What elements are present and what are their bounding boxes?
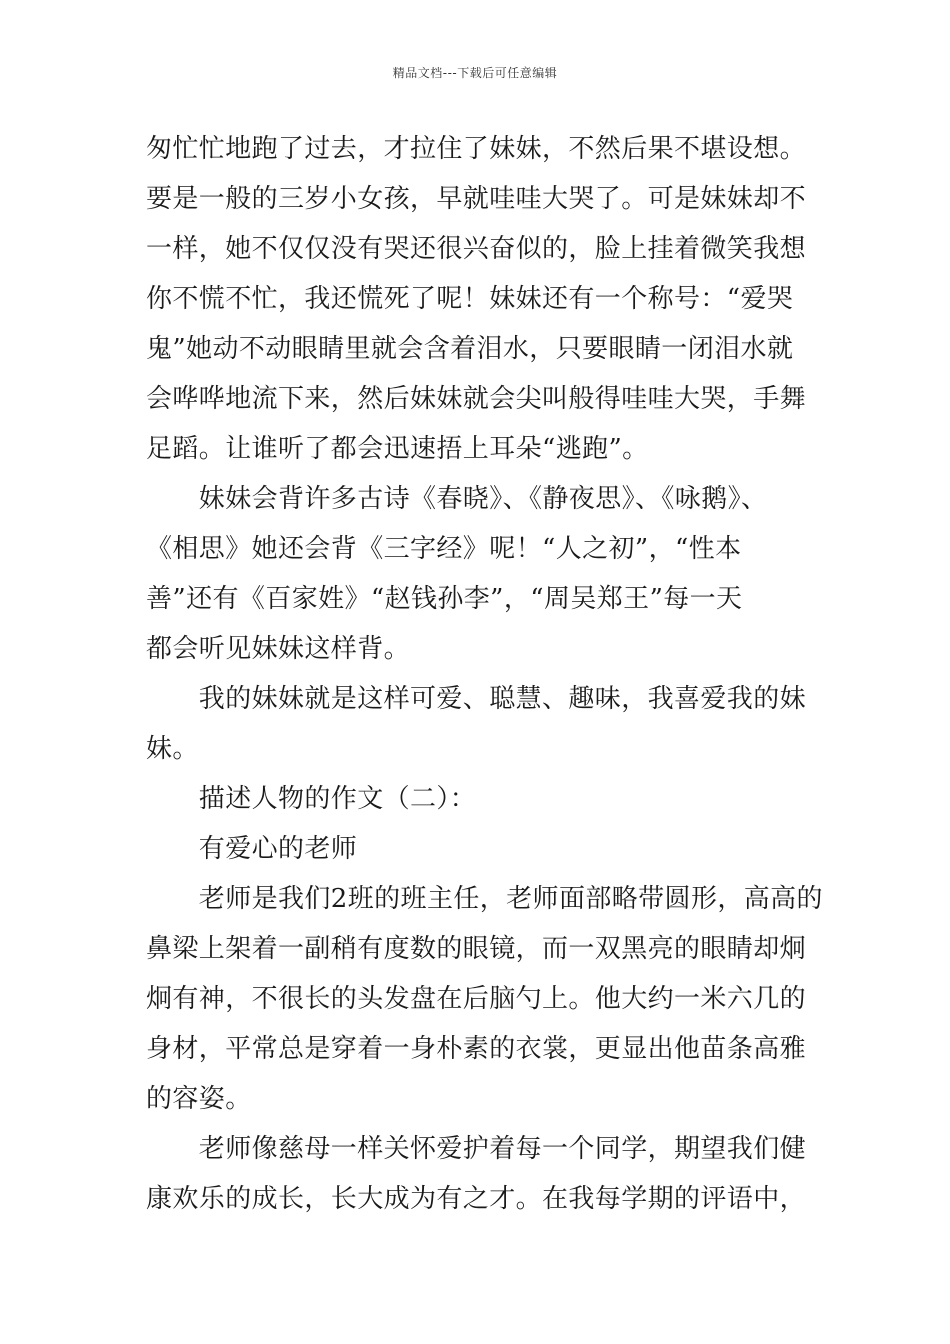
text-line: 《相思》她还会背《三字经》呢！“人之初”，“性本 (146, 534, 742, 564)
essay-title: 有爱心的老师 (146, 834, 358, 864)
text-line: 足蹈。让谁听了都会迅速捂上耳朵“逃跑”。 (146, 434, 649, 464)
text-line: 一样，她不仅仅没有哭还很兴奋似的，脸上挂着微笑我想 (146, 234, 807, 264)
text-line: 的容姿。 (146, 1084, 252, 1114)
text-line: 身材，平常总是穿着一身朴素的衣裳，更显出他苗条高雅 (146, 1034, 807, 1064)
text-line: 炯有神，不很长的头发盘在后脑勺上。他大约一米六几的 (146, 984, 807, 1014)
text-line: 善”还有《百家姓》“赵钱孙李”，“周吴郑王”每一天 (146, 584, 743, 614)
text-line: 康欢乐的成长，长大成为有之才。在我每学期的评语中， (146, 1184, 807, 1214)
text-line: 妹。 (146, 734, 199, 764)
text-line: 老师是我们2班的班主任，老师面部略带圆形，高高的 (146, 884, 823, 914)
text-line: 你不慌不忙，我还慌死了呢！妹妹还有一个称号：“爱哭 (146, 284, 794, 314)
section-heading: 描述人物的作文（二）： (146, 784, 477, 814)
text-line: 老师像慈母一样关怀爱护着每一个同学，期望我们健 (146, 1134, 807, 1164)
text-line: 鼻梁上架着一副稍有度数的眼镜，而一双黑亮的眼睛却炯 (146, 934, 807, 964)
text-line: 鬼”她动不动眼睛里就会含着泪水，只要眼睛一闭泪水就 (146, 334, 794, 364)
text-line: 匆忙忙地跑了过去，才拉住了妹妹，不然后果不堪设想。 (146, 134, 807, 164)
text-line: 会哗哗地流下来，然后妹妹就会尖叫般得哇哇大哭，手舞 (146, 384, 807, 414)
text-line: 要是一般的三岁小女孩，早就哇哇大哭了。可是妹妹却不 (146, 184, 807, 214)
text-line: 我的妹妹就是这样可爱、聪慧、趣味，我喜爱我的妹 (146, 684, 807, 714)
text-line: 都会听见妹妹这样背。 (146, 634, 411, 664)
page-header: 精品文档---下载后可任意编辑 (392, 66, 558, 80)
text-line: 妹妹会背许多古诗《春晓》、《静夜思》、《咏鹅》、 (146, 484, 768, 514)
